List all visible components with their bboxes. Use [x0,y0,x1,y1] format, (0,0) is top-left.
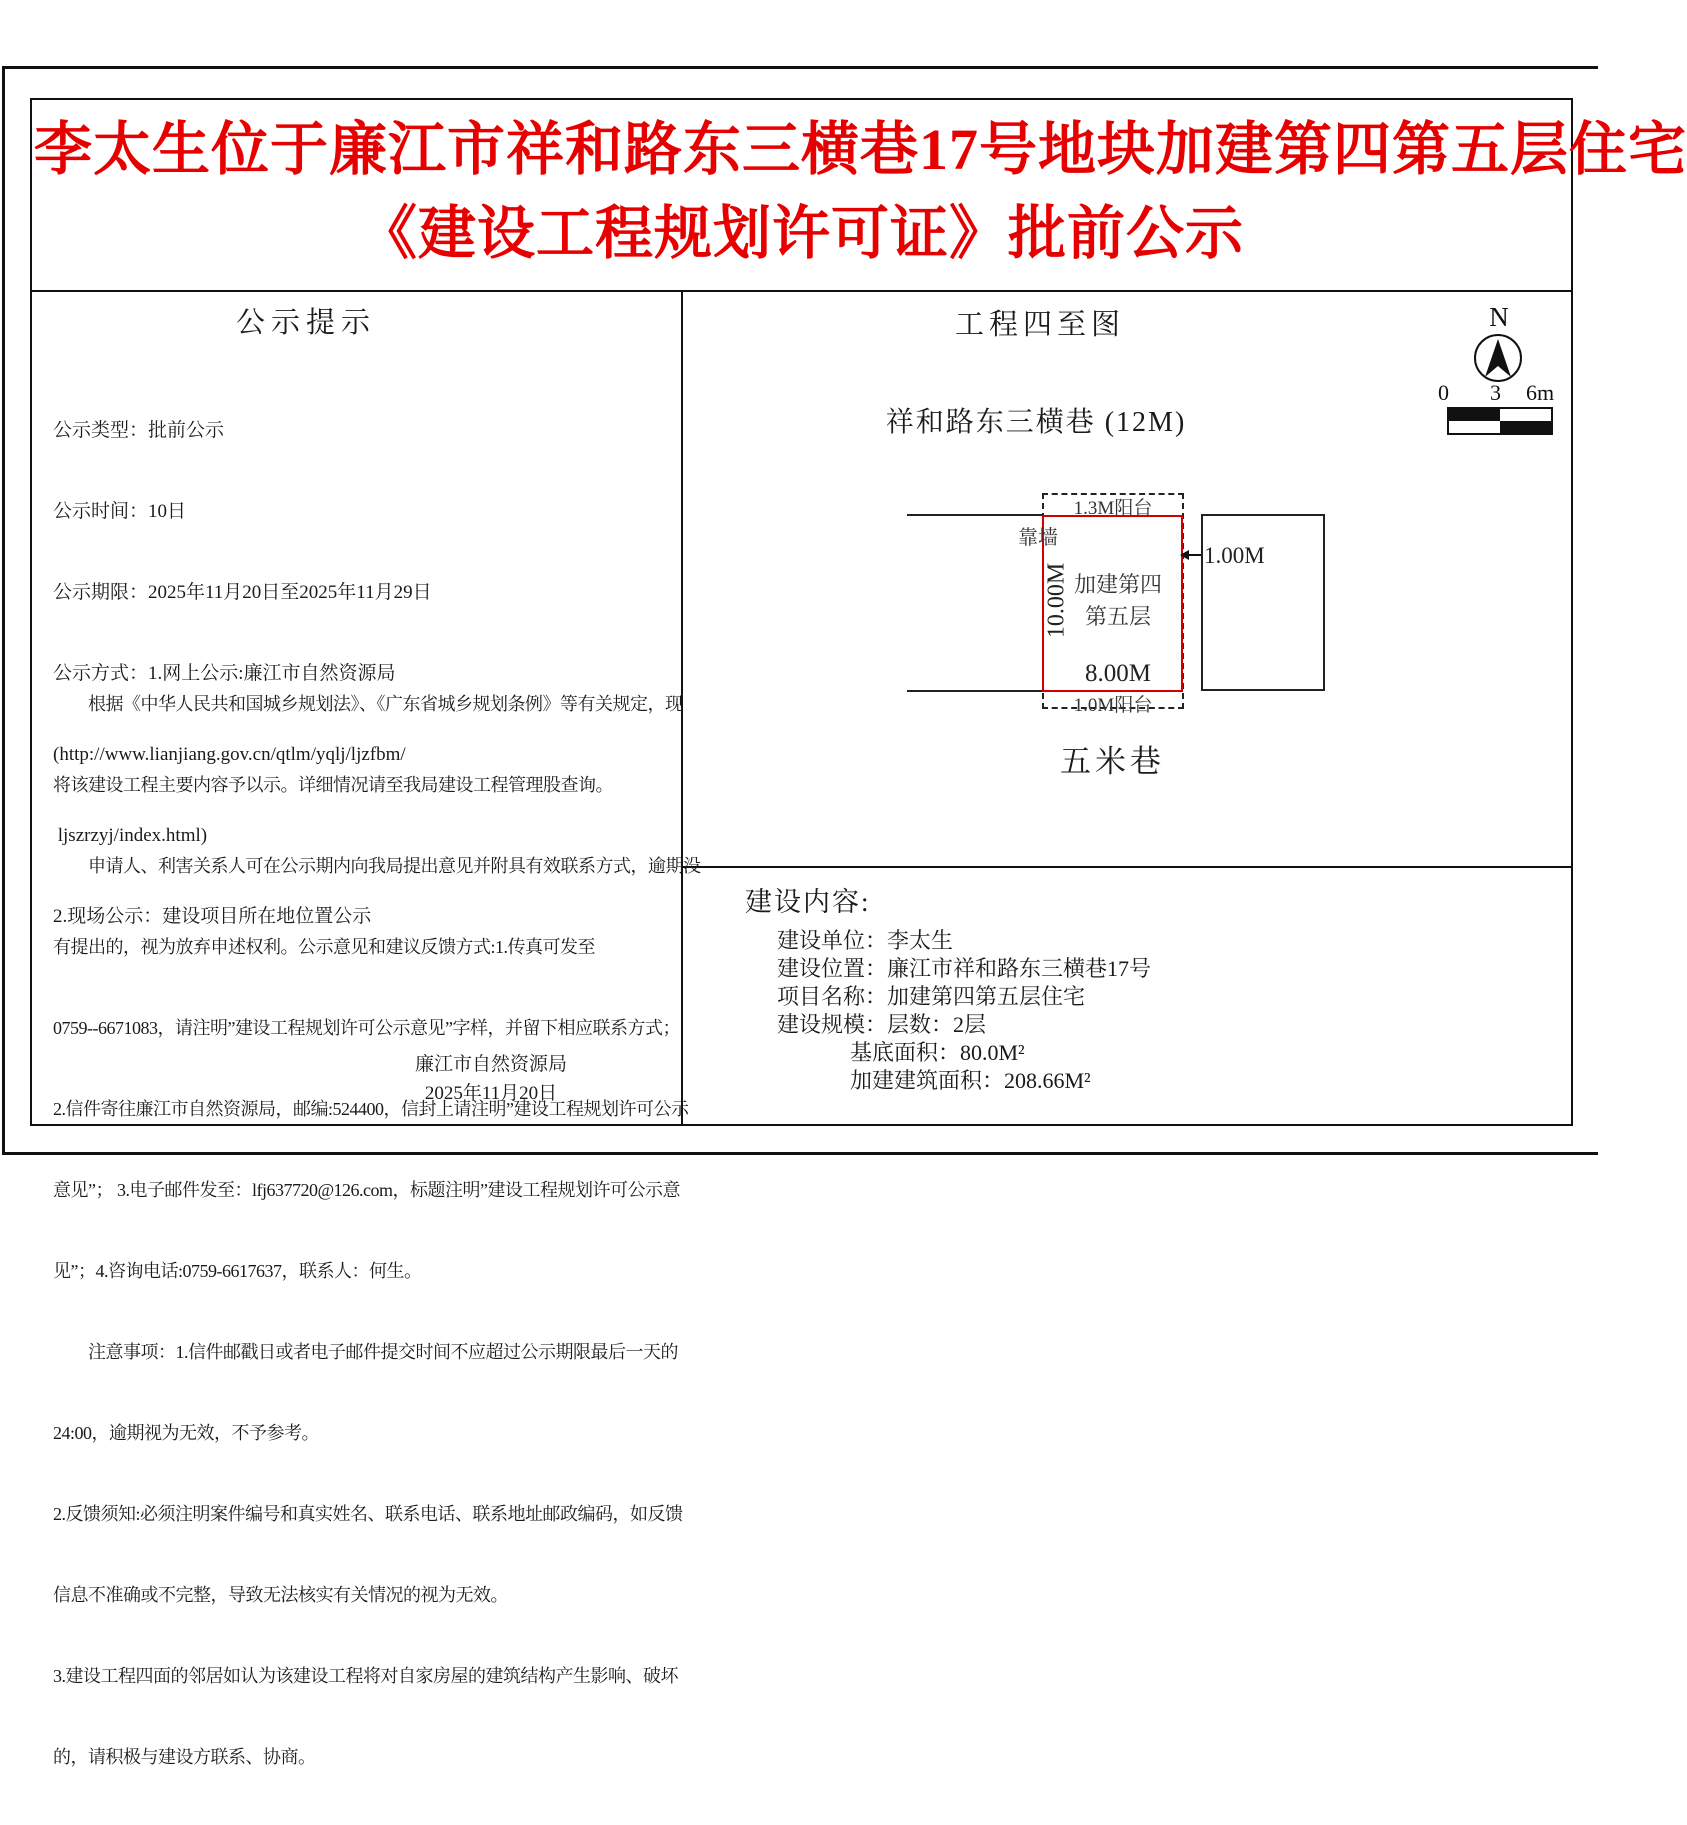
scale-bar-segment [1449,409,1500,421]
notice-body-line: 0759--6671083，请注明”建设工程规划许可公示意见”字样，并留下相应联系方式； [53,1018,680,1038]
plot-depth-dimension: 10.00M [1043,562,1070,639]
building-label-line2: 第五层 [1084,604,1151,629]
balcony-top-label: 1.3M阳台 [1073,498,1153,519]
notice-body-line: 2.反馈须知:必须注明案件编号和真实姓名、联系电话、联系地址邮政编码，如反馈 [53,1504,683,1524]
notice-info-line: 公示方式：1.网上公示:廉江市自然资源局 [53,663,396,684]
notice-body-line: 注意事项：1.信件邮戳日或者电子邮件提交时间不应超过公示期限最后一天的 [53,1342,678,1362]
gap-dimension-arrow-line [1187,554,1201,556]
map-scale-bar [1447,407,1553,435]
document-title-line1: 李太生位于廉江市祥和路东三横巷17号地块加建第四第五层住宅 [34,117,1687,182]
notice-body-line: 根据《中华人民共和国城乡规划法》、《广东省城乡规划条例》等有关规定，现 [53,694,683,714]
notice-info-line-url: ljszrzyj/index.html) [53,825,208,846]
notice-body-line: 信息不准确或不完整，导致无法核实有关情况的视为无效。 [53,1585,508,1605]
construction-row-scale: 建设规模：层数：2层 [777,1012,987,1037]
site-plan-heading: 工程四至图 [954,309,1125,341]
street-label-top: 祥和路东三横巷 (12M) [885,407,1187,438]
notice-info-line-url: (http://www.lianjiang.gov.cn/qtlm/yqlj/ljzfbm/ [53,744,406,765]
wall-label: 靠墙 [1018,527,1058,549]
road-edge-line-bottom [907,690,1042,692]
compass-north-label: N [1489,302,1509,332]
scale-bar-segment [1449,421,1500,433]
notice-info-line: 公示类型：批前公示 [53,420,225,441]
plot-width-dimension: 8.00M [1085,660,1151,687]
scale-bar-segment [1500,421,1551,433]
notice-body-line: 3.建设工程四面的邻居如认为该建设工程将对自家房屋的建筑结构产生影响、破坏 [53,1666,678,1686]
notice-info-line: 公示期限：2025年11月20日至2025年11月29日 [53,582,432,603]
notice-body-line: 将该建设工程主要内容予以示。详细情况请至我局建设工程管理股查询。 [53,775,613,795]
document-title-line2: 《建设工程规划许可证》批前公示 [358,201,1244,266]
notice-panel-heading: 公示提示 [235,307,376,339]
balcony-bottom-label: 1.0M阳台 [1073,695,1153,716]
gap-dimension-label: 1.00M [1204,543,1265,568]
gap-dimension-arrowhead [1180,550,1189,560]
street-label-bottom: 五米巷 [1060,744,1165,779]
compass-needle-icon [1476,336,1520,380]
notice-panel [31,292,701,1767]
notice-body-line: 有提出的，视为放弃申述权利。公示意见和建议反馈方式:1.传真可发至 [53,937,595,957]
issue-date: 2025年11月20日 [424,1083,558,1104]
notice-body-line: 申请人、利害关系人可在公示期内向我局提出意见并附具有效联系方式，逾期没 [53,856,701,876]
issuer-signature: 廉江市自然资源局 [414,1054,567,1075]
compass-icon [1474,334,1522,382]
scale-tick-0: 0 [1438,380,1449,405]
scale-tick-3: 3 [1490,380,1501,405]
notice-info-line: 公示时间：10日 [53,501,187,522]
right-panel-divider [682,866,1573,868]
notice-info-line: 2.现场公示：建设项目所在地位置公示 [53,906,372,927]
road-edge-line-top [907,514,1042,516]
building-label-line1: 加建第四 [1073,572,1162,597]
notice-body-line: 2.信件寄往廉江市自然资源局，邮编:524400，信封上请注明”建设工程规划许可公示 [53,1099,689,1119]
construction-row-base-area: 基底面积：80.0M² [850,1040,1025,1065]
construction-panel-heading: 建设内容: [745,887,871,917]
notice-body-block [53,637,701,1825]
notice-body-line: 见”；4.咨询电话:0759-6617637，联系人：何生。 [53,1261,422,1281]
construction-row-added-area: 加建建筑面积：208.66M² [850,1068,1091,1093]
notice-body-line: 24:00，逾期视为无效，不予参考。 [53,1423,319,1443]
construction-row-location: 建设位置：廉江市祥和路东三横巷17号 [777,956,1152,981]
notice-body-line: 意见”； 3.电子邮件发至：lfj637720@126.com，标题注明”建设工程规划许可公示意 [53,1180,681,1200]
notice-body-line: 的，请积极与建设方联系、协商。 [53,1747,316,1767]
scale-bar-segment [1500,409,1551,421]
scale-tick-6m: 6m [1526,380,1555,405]
construction-row-project-name: 项目名称：加建第四第五层住宅 [777,984,1086,1009]
neighbor-plot-outline [1201,514,1325,691]
construction-row-unit: 建设单位：李太生 [777,928,954,953]
